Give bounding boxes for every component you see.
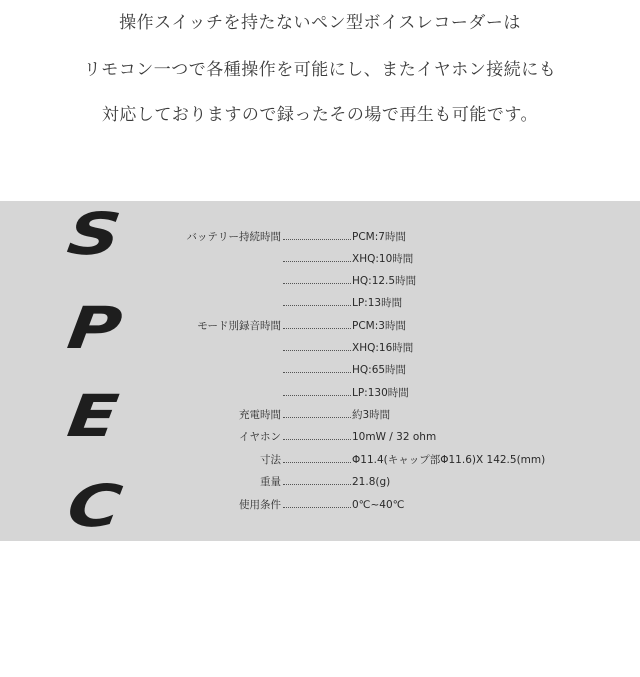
dotted-leader (283, 417, 351, 418)
spec-row (0, 473, 640, 491)
spec-value: XHQ:10時間 (352, 253, 414, 265)
dotted-leader (283, 439, 351, 440)
spec-row (0, 496, 640, 514)
spec-label: 充電時間 (239, 409, 281, 421)
dotted-leader (283, 283, 351, 284)
spec-section (0, 201, 640, 541)
spec-row (0, 294, 640, 312)
spec-label: 重量 (260, 476, 281, 488)
spec-row (0, 317, 640, 335)
spec-label: モード別録音時間 (197, 320, 281, 332)
spec-value: HQ:12.5時間 (352, 275, 417, 287)
spec-row (0, 339, 640, 357)
spec-letter-c: C (63, 472, 126, 540)
intro-line-2: リモコン一つで各種操作を可能にし、またイヤホン接続にも (83, 60, 557, 80)
dotted-leader (283, 261, 351, 262)
dotted-leader (283, 239, 351, 240)
spec-row (0, 451, 640, 469)
spec-value: 約3時間 (352, 409, 391, 421)
spec-row (0, 250, 640, 268)
dotted-leader (283, 350, 351, 351)
dotted-leader (283, 328, 351, 329)
spec-value: HQ:65時間 (352, 364, 407, 376)
spec-label: バッテリー持続時間 (186, 231, 281, 243)
dotted-leader (283, 305, 351, 306)
spec-row (0, 272, 640, 290)
spec-row (0, 361, 640, 379)
spec-value: LP:130時間 (352, 387, 409, 399)
spec-value: 10mW / 32 ohm (352, 431, 437, 443)
spec-value: PCM:3時間 (352, 320, 406, 332)
spec-value: LP:13時間 (352, 297, 403, 309)
intro-line-1: 操作スイッチを持たないペン型ボイスレコーダーは (119, 13, 521, 33)
spec-row (0, 406, 640, 424)
spec-value: Φ11.4(キャップ部Φ11.6)X 142.5(mm) (352, 454, 546, 466)
dotted-leader (283, 484, 351, 485)
spec-row (0, 228, 640, 246)
spec-letter-s: S (63, 200, 125, 268)
spec-row (0, 428, 640, 446)
spec-value: XHQ:16時間 (352, 342, 414, 354)
dotted-leader (283, 395, 351, 396)
dotted-leader (283, 462, 351, 463)
spec-value: 21.8(g) (352, 476, 391, 488)
dotted-leader (283, 507, 351, 508)
spec-letter-p: P (63, 294, 126, 362)
spec-letter-e: E (63, 382, 123, 450)
spec-label: 寸法 (260, 454, 281, 466)
spec-label: イヤホン (239, 431, 281, 443)
intro-line-3: 対応しておりますので録ったその場で再生も可能です。 (101, 105, 539, 125)
spec-value: PCM:7時間 (352, 231, 406, 243)
spec-value: 0℃~40℃ (352, 499, 405, 511)
dotted-leader (283, 372, 351, 373)
spec-label: 使用条件 (239, 499, 281, 511)
spec-row (0, 384, 640, 402)
